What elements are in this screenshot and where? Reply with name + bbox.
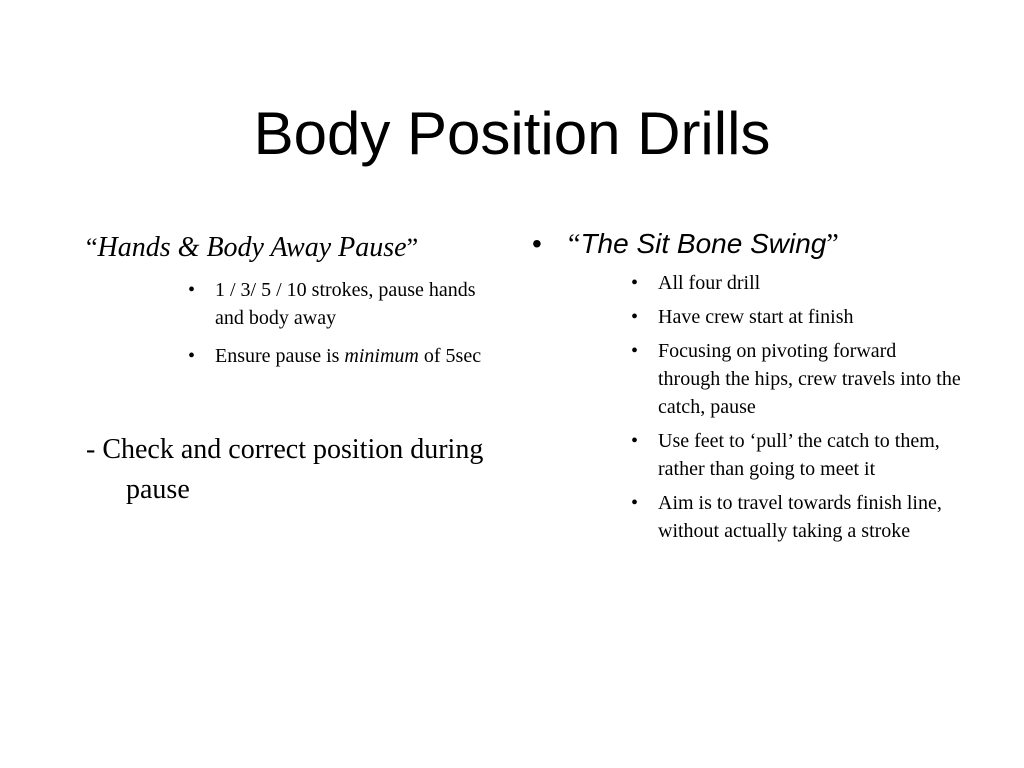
list-item-text: Use feet to ‘pull’ the catch to them, rather than going to meet it (658, 430, 940, 480)
list-item-text: Focusing on pivoting forward through the hips, crew travels into the catch, pause (658, 340, 961, 418)
open-quote: “ (86, 233, 98, 262)
list-item-text: 1 / 3/ 5 / 10 strokes, pause hands and body away (215, 279, 476, 329)
right-bullet-list (532, 269, 962, 545)
bullet-icon: • (631, 492, 639, 514)
list-item (629, 337, 962, 421)
bullet-icon: • (188, 345, 196, 367)
list-item (629, 427, 962, 483)
list-item (629, 489, 962, 545)
right-column (532, 224, 962, 551)
left-heading-text: Hands & Body Away Pause (97, 232, 407, 263)
bullet-icon: • (631, 272, 639, 294)
bullet-icon: • (532, 228, 542, 259)
list-item-text: All four drill (658, 272, 761, 294)
bullet-icon: • (188, 279, 196, 301)
list-item-text: Have crew start at finish (658, 306, 854, 328)
list-item-text: Aim is to travel towards finish line, without actually taking a stroke (658, 492, 942, 542)
list-item (629, 269, 962, 297)
emphasis-text: minimum (344, 345, 419, 367)
left-bullet-list (86, 276, 506, 370)
open-quote: “ (568, 229, 581, 260)
close-quote: ” (826, 229, 839, 260)
list-item (186, 342, 506, 370)
list-item-text: Ensure pause is (215, 345, 345, 367)
close-quote: ” (406, 233, 419, 262)
bullet-icon: • (631, 306, 639, 328)
check-position-note: - Check and correct position during pause (86, 434, 484, 505)
right-heading-text: The Sit Bone Swing (580, 228, 827, 259)
bullet-icon: • (631, 430, 639, 452)
list-item-text: of 5sec (418, 345, 482, 367)
left-heading (86, 228, 506, 268)
left-column (86, 228, 506, 510)
bullet-icon: • (631, 340, 639, 362)
list-item (629, 303, 962, 331)
slide-title: Body Position Drills (253, 100, 771, 167)
list-item (186, 276, 506, 332)
right-heading (532, 224, 962, 265)
